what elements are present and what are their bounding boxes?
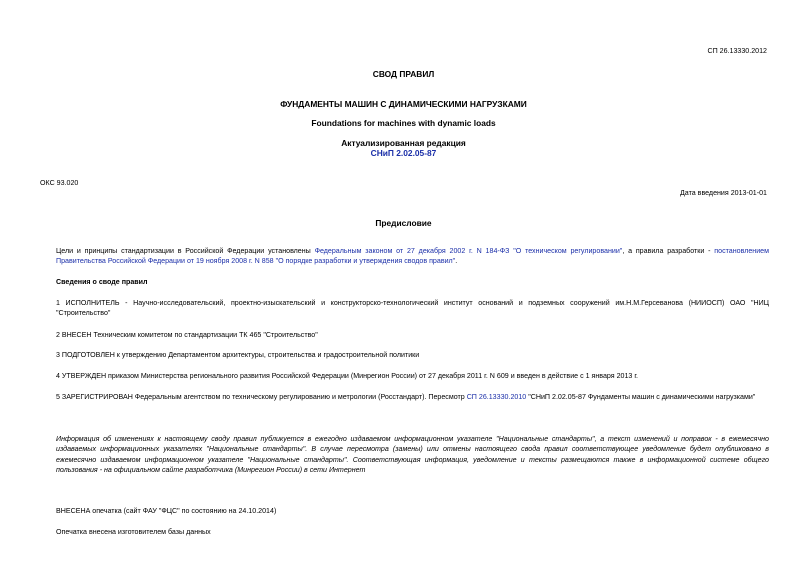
changes-info-note: Информация об изменениях к настоящему своду правил публикуется в ежегодно издаваемом информационном указателе "Национальные стандарты", а текст изменений и поправок - в ежемесячно издаваемых информационных указателях "Национальные стандарты". В случае пересмотра (замены) или отмены настоящего свода правил соответствующее уведомление будет опубликовано в ежемесячно издаваемом информационном указателе "Национальные стандарты". Соответствующая информация, уведомление и тексты размещаются также в информационной системе общего пользования - на официальном сайте разработчика (Минрегион России) в сети Интернет bbox=[56, 435, 769, 474]
government-decree-link[interactable]: постановлением Правительства Российской Федерации от 19 ноября 2008 г. N 858 "О порядке разработки и утверждения сводов правил" bbox=[56, 247, 769, 266]
document-kind-heading: СВОД ПРАВИЛ bbox=[372, 69, 435, 79]
info-item-4: 4 УТВЕРЖДЕН приказом Министерства регионального развития Российской Федерации (Минрегион России) от 27 декабря 2011 г. N 609 и введен в действие с 1 января 2013 г. bbox=[56, 372, 639, 380]
info-item-2: 2 ВНЕСЕН Техническим комитетом по стандартизации ТК 465 "Строительство" bbox=[56, 331, 318, 339]
oks-code: ОКС 93.020 bbox=[40, 179, 79, 187]
snip-link[interactable]: СНиП 2.02.05-87 bbox=[370, 148, 437, 158]
federal-law-link[interactable]: Федеральным законом от 27 декабря 2002 г. N 184-ФЗ "О техническом регулировании" bbox=[314, 247, 623, 255]
info-item-5 bbox=[56, 392, 769, 402]
info-heading: Сведения о своде правил bbox=[56, 278, 148, 286]
erratum-note-1: ВНЕСЕНА опечатка (сайт ФАУ "ФЦС" по состоянию на 24.10.2014) bbox=[56, 507, 277, 515]
item5-text: "СНиП 2.02.05-87 Фундаменты машин с динамическими нагрузками" bbox=[526, 393, 756, 401]
preface-text: , а правила разработки - bbox=[622, 247, 715, 255]
intro-date: Дата введения 2013-01-01 bbox=[680, 189, 767, 197]
info-item-1: 1 ИСПОЛНИТЕЛЬ - Научно-исследовательский, проектно-изыскательский и конструкторско-технологический институт оснований и подземных сооружений им.Н.М.Герсеванова (НИИОСП) ОАО "НИЦ "Строительство" bbox=[56, 299, 769, 318]
edition-label: Актуализированная редакция bbox=[341, 138, 466, 148]
preface-heading: Предисловие bbox=[375, 218, 432, 228]
item5-text: 5 ЗАРЕГИСТРИРОВАН Федеральным агентством по техническому регулированию и метрологии (Росстандарт). Пересмотр bbox=[56, 393, 467, 401]
document-code: СП 26.13330.2012 bbox=[707, 47, 767, 55]
document-title-en: Foundations for machines with dynamic loads bbox=[311, 118, 496, 128]
preface-text: . bbox=[455, 257, 458, 266]
preface-text: Цели и принципы стандартизации в Российской Федерации установлены bbox=[56, 247, 315, 255]
sp-2010-link[interactable]: СП 26.13330.2010 bbox=[466, 393, 527, 401]
document-title-ru: ФУНДАМЕНТЫ МАШИН С ДИНАМИЧЕСКИМИ НАГРУЗКАМИ bbox=[280, 99, 527, 109]
info-item-3: 3 ПОДГОТОВЛЕН к утверждению Департаментом архитектуры, строительства и градостроительной политики bbox=[56, 351, 420, 359]
preface-paragraph-1 bbox=[56, 246, 769, 267]
erratum-note-2: Опечатка внесена изготовителем базы данных bbox=[56, 528, 211, 536]
